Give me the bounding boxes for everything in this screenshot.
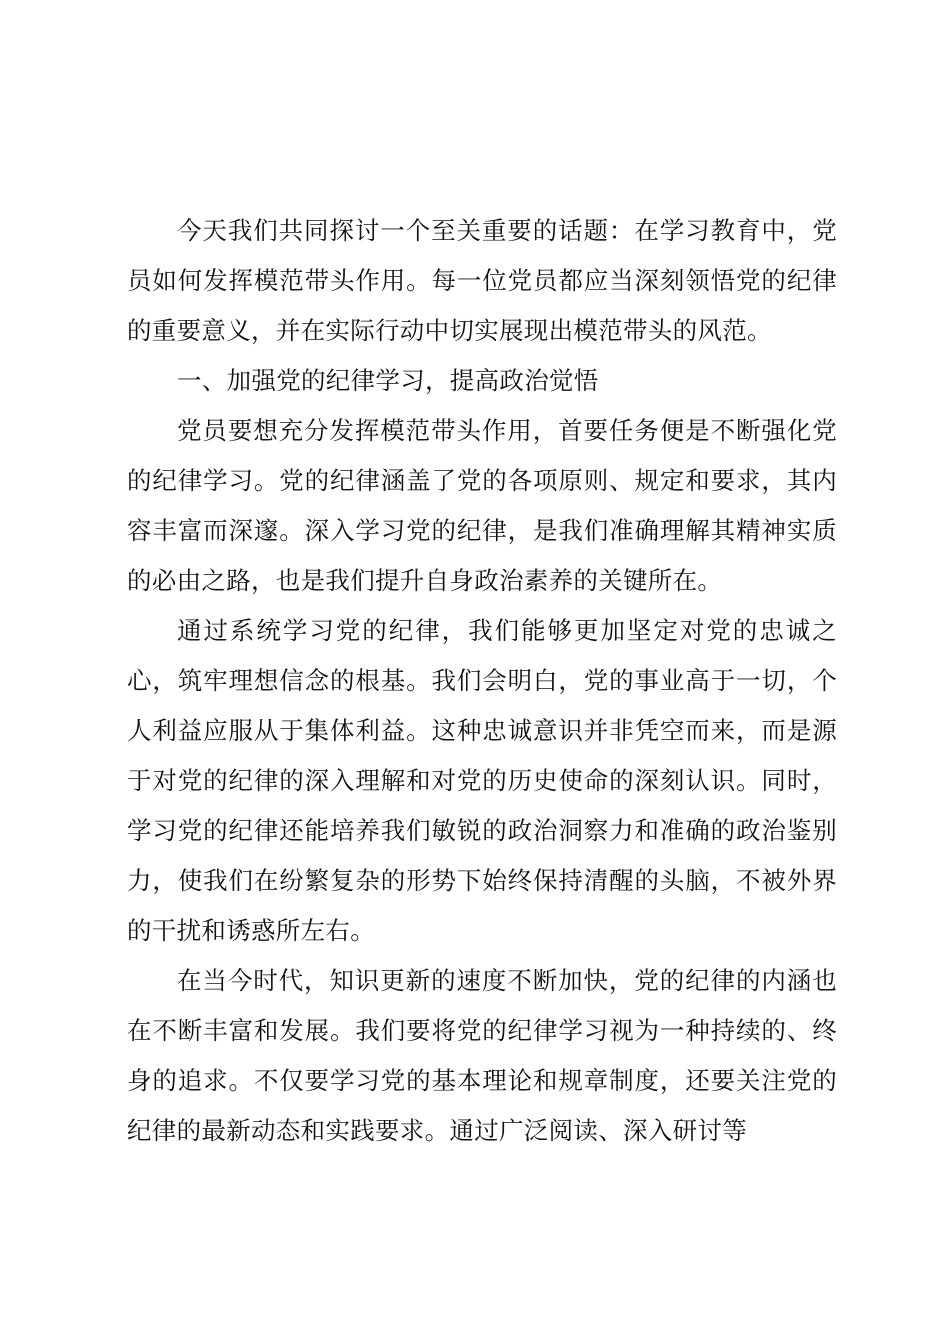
document-body — [127, 206, 837, 1156]
body-paragraph: 通过系统学习党的纪律，我们能够更加坚定对党的忠诚之心，筑牢理想信念的根基。我们会明白，党的事业高于一切，个人利益应服从于集体利益。这种忠诚意识并非凭空而来，而是源于对党的纪律的深入理解和对党的历史使命的深刻认识。同时，学习党的纪律还能培养我们敏锐的政治洞察力和准确的政治鉴别力，使我们在纷繁复杂的形势下始终保持清醒的头脑，不被外界的干扰和诱惑所左右。 — [127, 616, 837, 945]
section-heading: 一、加强党的纪律学习，提高政治觉悟 — [177, 366, 599, 395]
body-paragraph: 在当今时代，知识更新的速度不断加快，党的纪律的内涵也在不断丰富和发展。我们要将党的纪律学习视为一种持续的、终身的追求。不仅要学习党的基本理论和规章制度，还要关注党的纪律的最新动态和实践要求。通过广泛阅读、深入研讨等 — [127, 966, 837, 1145]
intro-paragraph: 今天我们共同探讨一个至关重要的话题：在学习教育中，党员如何发挥模范带头作用。每一位党员都应当深刻领悟党的纪律的重要意义，并在实际行动中切实展现出模范带头的风范。 — [127, 216, 837, 345]
body-paragraph: 党员要想充分发挥模范带头作用，首要任务便是不断强化党的纪律学习。党的纪律涵盖了党的各项原则、规定和要求，其内容丰富而深邃。深入学习党的纪律，是我们准确理解其精神实质的必由之路，也是我们提升自身政治素养的关键所在。 — [127, 416, 837, 595]
